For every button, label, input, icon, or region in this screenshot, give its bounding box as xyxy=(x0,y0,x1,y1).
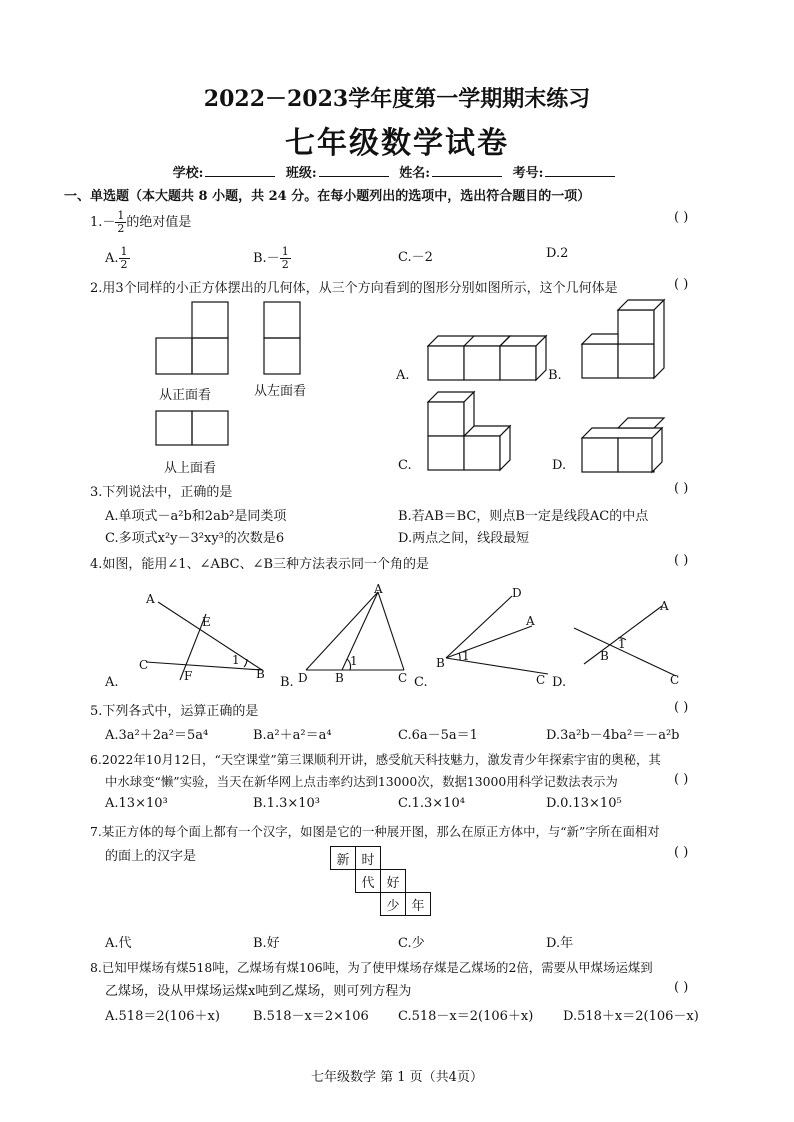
q2-option-b[interactable]: B. xyxy=(548,368,562,383)
q8-stem-line2: 乙煤场，设从甲煤场运煤x吨到乙煤场，则可列方程为 xyxy=(105,984,412,999)
q4-figure-a xyxy=(146,602,262,680)
q1-answer-paren[interactable]: ( ) xyxy=(674,210,689,225)
exam-no-label: 考号: xyxy=(512,166,544,181)
q7-option-c[interactable]: C.少 xyxy=(398,936,425,951)
q1-a-denominator: 2 xyxy=(120,258,128,271)
q4a-label-1: 1 xyxy=(232,653,240,667)
q6-answer-paren[interactable]: ( ) xyxy=(674,772,689,787)
q7-option-b[interactable]: B.好 xyxy=(253,936,280,951)
q1-denominator: 2 xyxy=(117,222,125,235)
q4b-label-A: A xyxy=(374,582,383,596)
q1-option-d[interactable]: D.2 xyxy=(546,246,569,261)
exam-subtitle: 七年级数学试卷 xyxy=(285,126,509,161)
q1-b-label: B.－ xyxy=(253,251,280,266)
q1-b-denominator: 2 xyxy=(281,258,289,271)
q4b-label-D: D xyxy=(298,671,308,685)
q8-option-d[interactable]: D.518＋x＝2(106－x) xyxy=(563,1009,699,1024)
q6-stem-line2: 中水球变“懒”实验，当天在新华网上点击率约达到13000次，数据13000用科学记数法表示为 xyxy=(105,774,618,789)
q7-option-d[interactable]: D.年 xyxy=(546,936,574,951)
q2-answer-paren[interactable]: ( ) xyxy=(674,277,689,292)
q4c-label-D: D xyxy=(512,586,522,600)
q3-option-d[interactable]: D.两点之间，线段最短 xyxy=(398,531,530,546)
q1-numerator: 1 xyxy=(117,209,125,222)
q4a-label-B: B xyxy=(256,667,265,681)
page-footer: 七年级数学 第 1 页（共4页） xyxy=(311,1070,483,1085)
q3-option-a[interactable]: A.单项式－a²b和2ab²是同类项 xyxy=(105,509,287,524)
q8-option-a[interactable]: A.518＝2(106＋x) xyxy=(105,1009,220,1024)
q4-stem: 4.如图，能用∠1、∠ABC、∠B三种方法表示同一个角的是 xyxy=(90,557,430,572)
q5-option-d[interactable]: D.3a²b－4ba²＝－a²b xyxy=(546,728,680,743)
q3-option-b[interactable]: B.若AB＝BC，则点B一定是线段AC的中点 xyxy=(398,509,649,524)
q8-answer-paren[interactable]: ( ) xyxy=(674,980,689,995)
q5-option-a[interactable]: A.3a²＋2a²＝5a⁴ xyxy=(105,728,209,743)
q4-answer-paren[interactable]: ( ) xyxy=(674,553,689,568)
q4c-label-C: C xyxy=(536,673,546,687)
q6-option-d[interactable]: D.0.13×10⁵ xyxy=(546,796,622,811)
q6-stem-line1: 6.2022年10月12日，“天空课堂”第三课顺利开讲，感受航天科技魅力，激发青少年探索宇宙的奥秘，其 xyxy=(90,752,661,767)
q2-option-a[interactable]: A. xyxy=(396,368,410,383)
q4-option-b[interactable]: B. xyxy=(280,675,294,690)
q4a-label-C: C xyxy=(139,658,149,672)
left-view-caption: 从左面看 xyxy=(254,384,307,399)
q2-option-d[interactable]: D. xyxy=(552,458,567,473)
q3-option-c[interactable]: C.多项式x²y－3²xy³的次数是6 xyxy=(105,531,285,546)
name-label: 姓名: xyxy=(399,166,431,181)
net-cell: 时 xyxy=(356,847,381,870)
q7-stem-line2: 的面上的汉字是 xyxy=(105,849,197,864)
q4b-label-C: C xyxy=(398,671,408,685)
q4d-label-B: B xyxy=(600,649,609,663)
q6-option-b[interactable]: B.1.3×10³ xyxy=(253,796,321,811)
school-label: 学校: xyxy=(172,166,204,181)
q4-option-c[interactable]: C. xyxy=(414,675,428,690)
q1-suffix: 的绝对值是 xyxy=(126,215,192,230)
q4c-label-1: 1 xyxy=(462,649,470,663)
q4d-label-1: 1 xyxy=(618,637,626,651)
q1-a-label: A. xyxy=(105,251,119,266)
q8-option-c[interactable]: C.518－x＝2(106＋x) xyxy=(398,1009,534,1024)
exam-title: 2022－2023学年度第一学期期末练习 xyxy=(203,86,591,112)
q4b-label-B: B xyxy=(335,671,344,685)
q1-prefix: 1.－ xyxy=(90,215,116,230)
q4a-label-E: E xyxy=(202,615,211,629)
q4-option-a[interactable]: A. xyxy=(105,675,119,690)
section-heading: 一、单选题（本大题共 8 小题，共 24 分。在每小题列出的选项中，选出符合题目的一项） xyxy=(64,189,591,204)
q6-option-c[interactable]: C.1.3×10⁴ xyxy=(398,796,465,811)
q1-option-c[interactable]: C.－2 xyxy=(398,250,433,265)
q1-b-numerator: 1 xyxy=(281,245,289,258)
q4-option-d[interactable]: D. xyxy=(552,675,567,690)
front-view-caption: 从正面看 xyxy=(159,388,212,403)
q3-answer-paren[interactable]: ( ) xyxy=(674,481,689,496)
top-view-caption: 从上面看 xyxy=(164,461,217,476)
q4a-label-A: A xyxy=(146,592,155,606)
q8-option-b[interactable]: B.518－x＝2×106 xyxy=(253,1009,369,1024)
q4d-label-A: A xyxy=(660,599,669,613)
cube-net xyxy=(330,846,431,916)
q2-stem: 2.用3个同样的小正方体摆出的几何体，从三个方向看到的图形分别如图所示，这个几何体是 xyxy=(90,281,618,296)
net-cell: 新 xyxy=(331,847,356,870)
q4b-label-1: 1 xyxy=(350,654,358,668)
q3-stem: 3.下列说法中，正确的是 xyxy=(90,485,233,500)
q5-answer-paren[interactable]: ( ) xyxy=(674,700,689,715)
net-cell: 代 xyxy=(356,870,381,893)
q5-stem: 5.下列各式中，运算正确的是 xyxy=(90,704,259,719)
q4c-label-A: A xyxy=(526,614,535,628)
q7-answer-paren[interactable]: ( ) xyxy=(674,845,689,860)
q5-option-b[interactable]: B.a²＋a²＝a⁴ xyxy=(253,728,332,743)
q5-option-c[interactable]: C.6a－5a＝1 xyxy=(398,728,478,743)
q4a-label-F: F xyxy=(184,669,193,683)
q8-stem-line1: 8.已知甲煤场有煤518吨，乙煤场有煤106吨，为了使甲煤场存煤是乙煤场的2倍，需要从甲煤场运煤到 xyxy=(90,960,653,975)
class-label: 班级: xyxy=(285,166,317,181)
q7-option-a[interactable]: A.代 xyxy=(105,936,132,951)
q7-stem-line1: 7.某正方体的每个面上都有一个汉字，如图是它的一种展开图，那么在原正方体中，与“新”字所在面相对 xyxy=(90,824,660,839)
q6-option-a[interactable]: A.13×10³ xyxy=(105,796,168,811)
net-cell: 年 xyxy=(406,893,431,916)
net-cell: 好 xyxy=(381,870,406,893)
q1-a-numerator: 1 xyxy=(120,245,128,258)
q4c-label-B: B xyxy=(436,656,445,670)
q2-option-c[interactable]: C. xyxy=(398,458,412,473)
q4d-label-C: C xyxy=(670,673,680,687)
net-cell: 少 xyxy=(381,893,406,916)
